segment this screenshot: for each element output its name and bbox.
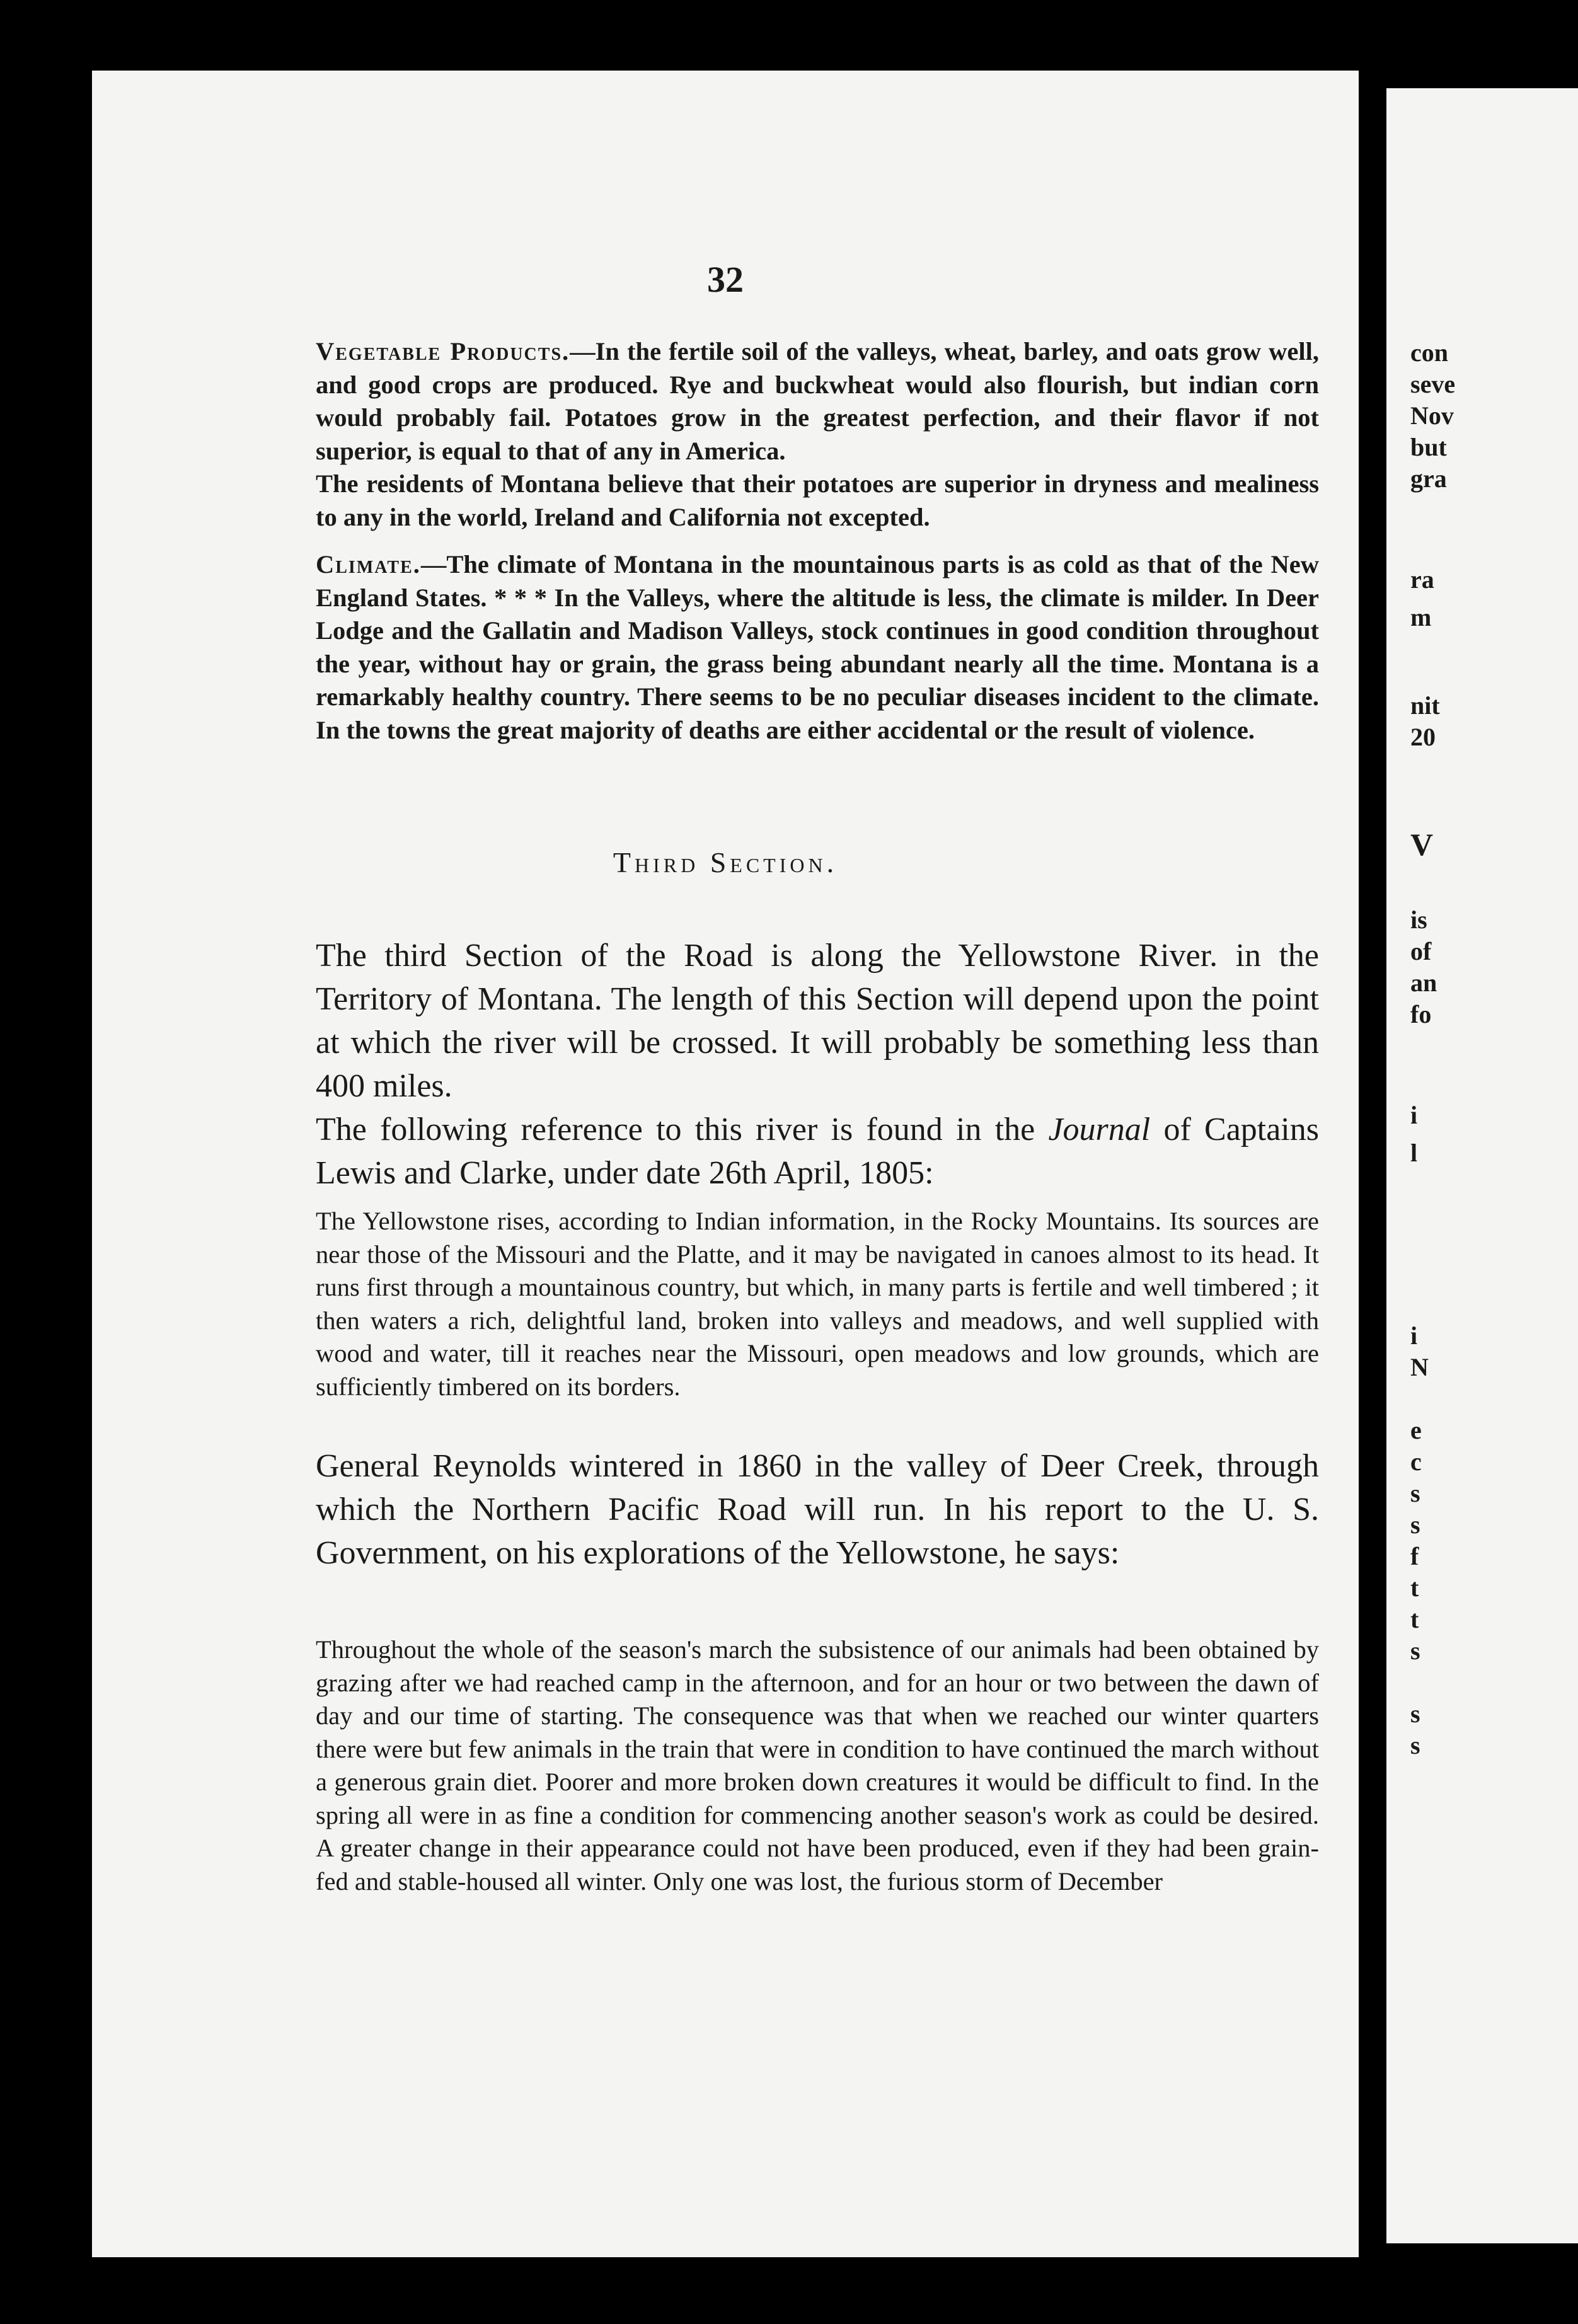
section-heading: Third Section. — [613, 846, 838, 878]
adjacent-page-fragment: m — [1410, 603, 1432, 631]
lewis-clarke-quote: The Yellowstone rises, according to Indian information, in the Rocky Mountains. Its sources are near those of the Missouri and the Platte, and it may be navigated in canoes almost to its head. It runs first through a mountainous country, but which, in many parts is fertile and well timbered ; it then waters a rich, delightful land, broken into valleys and meadows, and well supplied with wood and water, till it reaches near the Missouri, open meadows and low grounds, which are sufficiently timbered on its borders. — [316, 1207, 1319, 1401]
adjacent-page-fragment: N — [1410, 1353, 1429, 1381]
adjacent-page-fragment: t — [1410, 1573, 1419, 1602]
reynolds-paragraph: General Reynolds wintered in 1860 in the valley of Deer Creek, through which the Northern Pacific Road will run. In his report to the U. S. Government, on his explorations of the Yellowstone, he says: — [316, 1448, 1319, 1571]
climate-heading: Climate. — [316, 550, 421, 578]
book-page — [92, 71, 1359, 2257]
adjacent-page-fragment: t — [1410, 1605, 1419, 1633]
adjacent-page-fragment: s — [1410, 1479, 1420, 1507]
adjacent-page-fragment: Nov — [1410, 401, 1454, 430]
adjacent-page-fragment: s — [1410, 1731, 1420, 1759]
adjacent-page-fragment: but — [1410, 433, 1447, 461]
climate-paragraph — [316, 548, 1319, 747]
adjacent-page-fragment: s — [1410, 1637, 1420, 1665]
climate-text: —The climate of Montana in the mountainous parts is as cold as that of the New England States. * * * In the Valleys, where the altitude is less, the climate is milder. In Deer Lodge and the Gallatin and Madison Valleys, stock continues in good condition throughout the year, without hay or grain, the grass being abundant nearly all the time. Montana is a remarkably healthy country. There seems to be no peculiar diseases incident to the climate. In the towns the great majority of deaths are either accidental or the result of violence. — [316, 550, 1319, 744]
third-section-paragraph-2-end: of Captains Lewis and Clarke, under date 26th April, 1805: — [316, 1112, 1319, 1191]
vegetable-products-heading: Vegetable Products. — [316, 337, 570, 365]
adjacent-page-fragment: V — [1410, 827, 1434, 862]
vegetable-products-paragraph — [316, 335, 1319, 534]
adjacent-page-fragment: f — [1410, 1542, 1419, 1570]
page-number: 32 — [707, 259, 744, 300]
adjacent-page-fragment: i — [1410, 1321, 1418, 1350]
adjacent-page-fragment: s — [1410, 1510, 1420, 1539]
vegetable-products-text-2: The residents of Montana believe that their potatoes are superior in dryness and mealiness to any in the world, Ireland and California not excepted. — [316, 469, 1319, 531]
vegetable-products-text: —In the fertile soil of the valleys, wheat, barley, and oats grow well, and good crops are produced. Rye and buckwheat would also flourish, but indian corn would probably fail. Potatoes grow in the greatest perfection, and their flavor if not superior, is equal to that of any in America. — [316, 337, 1319, 465]
adjacent-page-fragment: l — [1410, 1139, 1418, 1167]
third-section-paragraph-1: The third Section of the Road is along the Yellowstone River. in the Territory of Montana. The length of this Section will depend upon the point at which the river will be crossed. It will probably be something less than 400 miles. — [316, 938, 1319, 1104]
adjacent-page-fragment: an — [1410, 969, 1437, 997]
adjacent-page-fragment: nit — [1410, 691, 1440, 720]
adjacent-page-fragment: e — [1410, 1416, 1422, 1444]
adjacent-page-fragment: s — [1410, 1700, 1420, 1728]
third-section-body — [316, 934, 1319, 1195]
adjacent-page-fragment: c — [1410, 1447, 1422, 1476]
third-section-paragraph-2 — [316, 1108, 1319, 1195]
journal-title: Journal — [1048, 1112, 1151, 1148]
adjacent-page-fragment: of — [1410, 937, 1432, 965]
reynolds-quote: Throughout the whole of the season's march the subsistence of our animals had been obtained by grazing after we had reached camp in the afternoon, and for an hour or two between the dawn of day and our time of starting. The consequence was that when we reached our winter quarters there were but few animals in the train that were in condition to have continued the march without a generous grain diet. Poorer and more broken down creatures it would be difficult to find. In the spring all were in as fine a condition for commencing another season's work as could be desired. A greater change in their appearance could not have been produced, even if they had been grain-fed and stable-housed all winter. Only one was lost, the furious storm of December — [316, 1635, 1319, 1895]
adjacent-page-fragment: gra — [1410, 464, 1447, 493]
third-section-paragraph-2-start: The following reference to this river is found in the — [316, 1112, 1049, 1148]
adjacent-page-fragment: is — [1410, 906, 1427, 934]
adjacent-page-fragment: seve — [1410, 370, 1456, 398]
adjacent-page-fragment: 20 — [1410, 723, 1436, 751]
adjacent-page-fragment: con — [1410, 338, 1448, 367]
adjacent-page-fragment: ra — [1410, 565, 1434, 594]
adjacent-page-fragment: i — [1410, 1101, 1418, 1129]
adjacent-page-fragment: fo — [1410, 1000, 1432, 1028]
